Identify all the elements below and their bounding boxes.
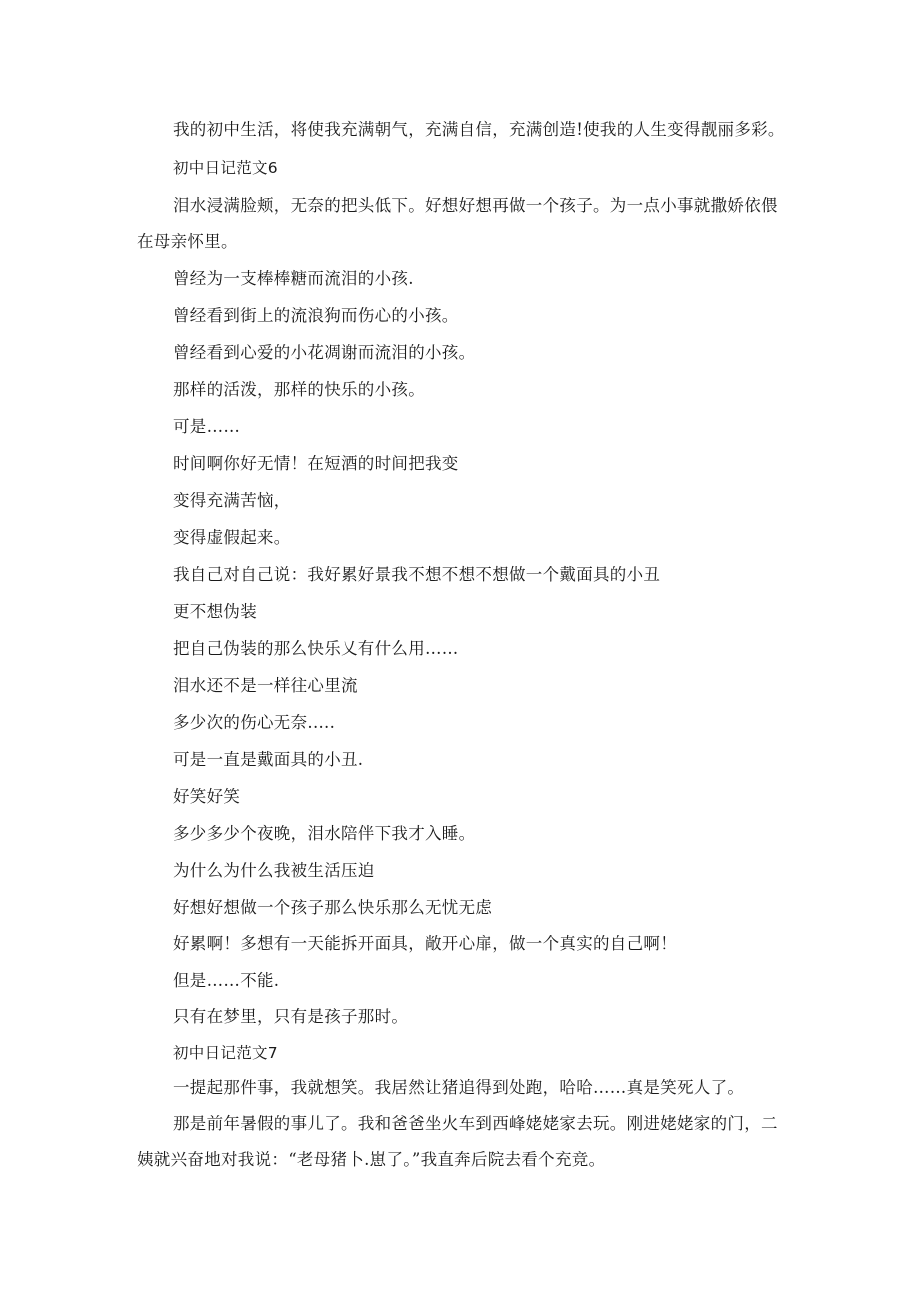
paragraph: 时间啊你好无情！在短酒的时间把我变 [173, 454, 459, 473]
paragraph: 好笑好笑 [173, 787, 241, 806]
paragraph: 多少多少个夜晚，泪水陪伴下我才入睡。 [173, 824, 476, 843]
section-heading-6: 初中日记范文6 [173, 159, 278, 177]
paragraph: 变得充满苦恼， [173, 491, 291, 510]
paragraph: 更不想伪装 [173, 602, 257, 621]
paragraph: 泪水浸满脸颊，无奈的把头低下。好想好想再做一个孩子。为一点小事就撒娇依偎在母亲怀里。 [137, 196, 778, 251]
paragraph: 好累啊！多想有一天能拆开面具，敞开心扉，做一个真实的自己啊！ [173, 934, 677, 953]
paragraph: 曾经看到心爱的小花凋谢而流泪的小孩。 [173, 343, 476, 362]
paragraph: 可是…… [173, 417, 241, 436]
paragraph: 为什么为什么我被生活压迫 [173, 861, 375, 880]
paragraph: 我的初中生活，将使我充满朝气，充满自信，充满创造!使我的人生变得靓丽多彩。 [173, 120, 785, 139]
paragraph: 好想好想做一个孩子那么快乐那么无忧无虑 [173, 898, 493, 917]
paragraph: 可是一直是戴面具的小丑. [173, 750, 364, 769]
paragraph: 我自己对自己说：我好累好景我不想不想不想做一个戴面具的小丑 [173, 565, 661, 584]
paragraph: 那是前年暑假的事儿了。我和爸爸坐火车到西峰姥姥家去玩。刚进姥姥家的门，二姨就兴奋地对我说：“老母猪卜.崽了。”我直奔后院去看个充竞。 [137, 1114, 778, 1169]
paragraph: 泪水还不是一样往心里流 [173, 676, 358, 695]
paragraph: 把自己伪装的那么快乐乂有什么用…… [173, 639, 459, 658]
paragraph: 一提起那件事，我就想笑。我居然让猪追得到处跑，哈哈……真是笑死人了。 [173, 1078, 745, 1097]
paragraph: 但是……不能. [173, 971, 280, 990]
paragraph: 曾经看到街上的流浪狗而伤心的小孩。 [173, 306, 459, 325]
paragraph: 只有在梦里，只有是孩子那时。 [173, 1007, 409, 1026]
paragraph: 变得虚假起来。 [173, 528, 291, 547]
paragraph: 那样的活泼，那样的快乐的小孩。 [173, 380, 425, 399]
paragraph: 多少次的伤心无奈..... [173, 713, 336, 732]
paragraph: 曾经为一支棒棒糖而流泪的小孩. [173, 269, 414, 288]
section-heading-7: 初中日记范文7 [173, 1044, 278, 1062]
